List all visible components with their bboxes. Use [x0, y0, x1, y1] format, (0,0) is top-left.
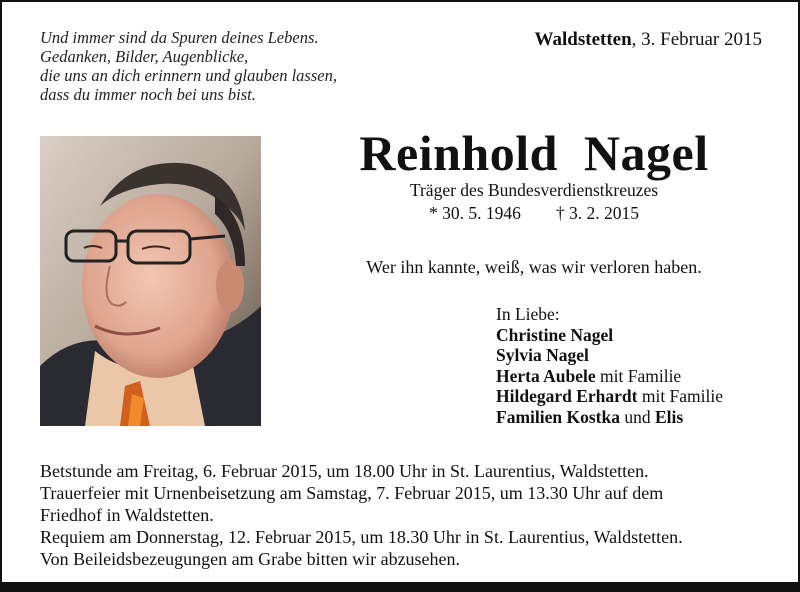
memorial-verse: [40, 28, 337, 104]
mourners-list: [496, 304, 723, 427]
verse-line: Gedanken, Bilder, Augenblicke,: [40, 47, 249, 66]
mourner-suffix: mit Familie: [637, 386, 724, 406]
service-line: Trauerfeier mit Urnenbeisetzung am Samstag, 7. Februar 2015, um 13.30 Uhr auf dem: [40, 483, 664, 503]
verse-line: dass du immer noch bei uns bist.: [40, 85, 256, 104]
service-line: Requiem am Donnerstag, 12. Februar 2015, um 18.30 Uhr in St. Laurentius, Waldstetten.: [40, 527, 683, 547]
mourners-intro: In Liebe:: [496, 304, 560, 324]
mourner-suffix: mit Familie: [595, 365, 682, 386]
deceased-name: Reinhold Nagel: [359, 125, 709, 181]
portrait-photo: [40, 136, 261, 426]
service-line: Von Beileidsbezeugungen am Grabe bitten wir abzusehen.: [40, 549, 461, 569]
mourner-line: [496, 325, 723, 346]
memorial-motto: Wer ihn kannte, weiß, was wir verloren haben.: [366, 257, 702, 277]
mourner-line: [496, 407, 723, 428]
life-dates: [264, 202, 800, 224]
mourner-line: [496, 386, 723, 407]
verse-line: Und immer sind da Spuren deines Lebens.: [40, 28, 319, 47]
place-name: Waldstetten: [534, 29, 632, 50]
service-line: Friedhof in Waldstetten.: [40, 505, 214, 525]
verse-line: die uns an dich erinnern und glauben lassen,: [40, 66, 337, 85]
mourner-name: Christine Nagel: [496, 324, 614, 345]
service-details: [40, 460, 683, 570]
mourner-name: Familien Kostka: [496, 406, 620, 427]
notice-date: , 3. Februar 2015: [631, 29, 762, 50]
death-date: † 3. 2. 2015: [555, 203, 639, 223]
mourner-joiner: und: [619, 406, 655, 427]
mourner-line: [496, 366, 723, 387]
service-line: Betstunde am Freitag, 6. Februar 2015, um 18.00 Uhr in St. Laurentius, Waldstetten.: [40, 461, 649, 481]
place-and-date: [535, 29, 762, 51]
birth-date: * 30. 5. 1946: [429, 203, 521, 223]
honor-title: Träger des Bundesverdienstkreuzes: [409, 180, 659, 200]
mourner-name: Sylvia Nagel: [496, 345, 589, 365]
mourner-name: Hildegard Erhardt: [496, 386, 638, 406]
mourner-line: [496, 345, 723, 366]
mourner-name: Herta Aubele: [496, 365, 596, 386]
mourner-name: Elis: [654, 406, 684, 427]
